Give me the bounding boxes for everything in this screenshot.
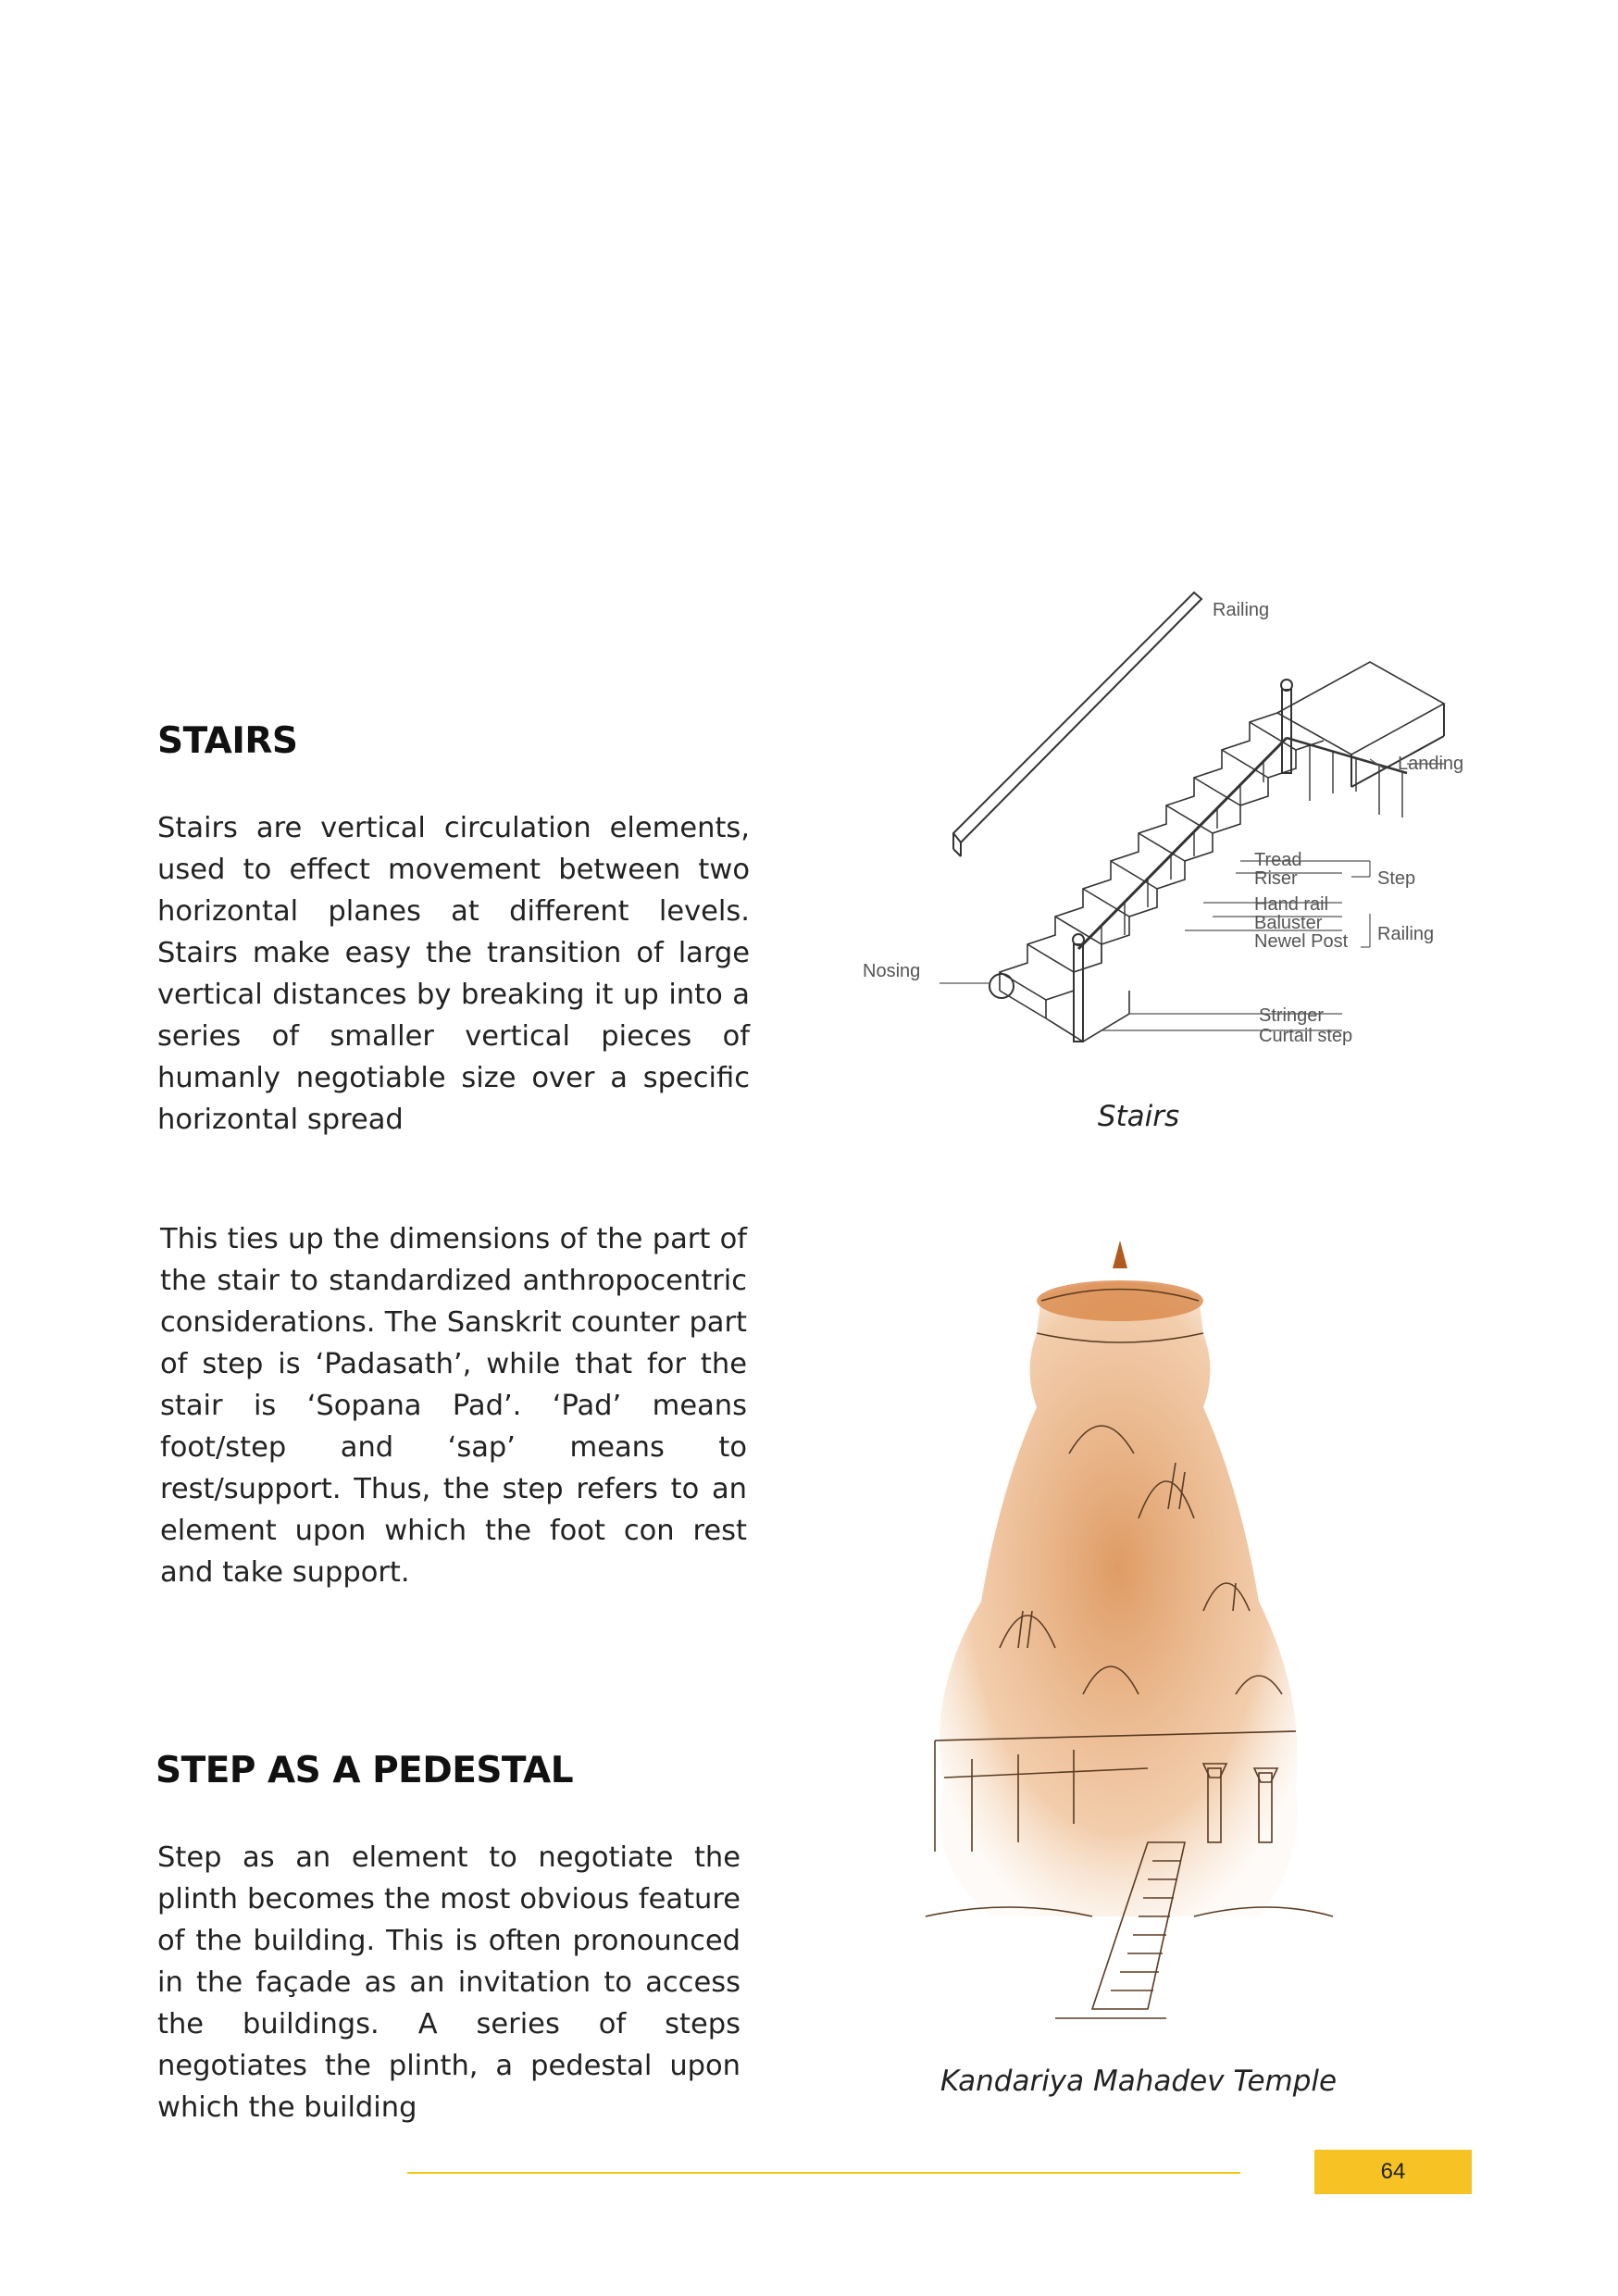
label-hand-rail: Hand rail [1254,894,1329,915]
page-number-text: 64 [1380,2159,1406,2184]
label-railing-group: Railing [1377,924,1435,944]
temple-caption: Kandariya Mahadev Temple [940,2065,1338,2098]
temple-sketch-svg [870,1213,1370,2028]
label-newel-post: Newel Post [1254,931,1349,952]
label-curtail-step: Curtail step [1259,1026,1353,1046]
label-nosing: Nosing [863,961,921,981]
label-riser: Riser [1254,868,1298,889]
pedestal-heading: STEP AS A PEDESTAL [156,1750,574,1791]
stairs-diagram [852,579,1500,1060]
label-tread: Tread [1254,850,1302,870]
stairs-caption: Stairs [1097,1100,1180,1133]
stairs-heading: STAIRS [157,720,298,762]
stairs-continued-paragraph: This ties up the dimensions of the part of the stair to standardized anthropocentric considerations. The Sanskrit counter part of step is ‘Padasath’, while that for the stair is ‘Sopana Pad’. ‘Pad’ means foot/step and ‘sap’ means to rest/support. Thus, the step refers to an element upon which the foot con rest and take support. [160,1223,747,1589]
label-step: Step [1377,868,1416,889]
pedestal-paragraph: Step as an element to negotiate the plinth becomes the most obvious feature of the building. This is often pronounced in the façade as an invitation to access the buildings. A series of steps negotiates the plinth, a pedestal upon which the building [157,1841,741,2124]
stairs-diagram-svg [852,579,1500,1060]
temple-sketch [870,1213,1370,2028]
page-number [1314,2150,1472,2194]
stairs-paragraph: Stairs are vertical circulation elements, used to effect movement between two horizontal planes at different levels. Stairs make easy the transition of large vertical distances by breaking it up into a series of smaller vertical pieces of humanly negotiable size over a specific horizontal spread [157,812,750,1136]
label-baluster: Baluster [1254,913,1323,933]
footer-rule [407,2172,1240,2174]
label-railing-top: Railing [1213,600,1270,620]
label-stringer: Stringer [1259,1005,1325,1026]
label-landing: Landing [1398,754,1464,774]
